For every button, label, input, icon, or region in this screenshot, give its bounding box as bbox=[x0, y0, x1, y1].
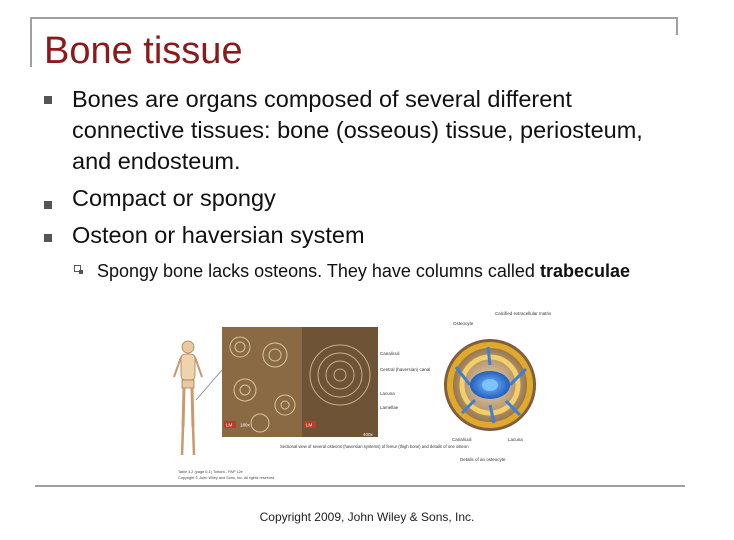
bone-tissue-figure bbox=[170, 305, 552, 485]
frame-left-line bbox=[30, 17, 32, 67]
lm-mag-right: 400x bbox=[363, 432, 373, 437]
lm-mag-left: 180x bbox=[240, 422, 250, 428]
figure-source-line-1: Table 4.2 (page 0-1) Tortora - PAP 12e bbox=[178, 470, 243, 474]
micrograph-left bbox=[222, 327, 302, 437]
osteocyte-diagram bbox=[444, 339, 536, 431]
calcified-matrix-label: Calcified extracellular matrix bbox=[495, 311, 552, 316]
bullet-marker-2 bbox=[44, 201, 52, 209]
bottom-rule bbox=[35, 485, 685, 487]
osteocyte-label: Osteocyte bbox=[453, 321, 474, 326]
bullet-text-1: Bones are organs composed of several different connective tissues: bone (osseous) tissue, periosteum, and endosteum. bbox=[72, 86, 643, 174]
sub-bullet-text bbox=[97, 258, 657, 285]
sub-bullet-prefix: Spongy bone lacks osteons. They have columns called bbox=[97, 261, 535, 281]
lm-label-right: LM bbox=[306, 422, 313, 428]
frame-top-line bbox=[30, 17, 678, 19]
micrograph-right bbox=[302, 327, 378, 437]
bullet-marker-1 bbox=[44, 96, 52, 104]
lamellae-label: Lamellae bbox=[380, 405, 399, 410]
sub-bullet-marker bbox=[74, 265, 81, 272]
canaliculi-label: Canaliculi bbox=[380, 351, 400, 356]
copyright-footer: Copyright 2009, John Wiley & Sons, Inc. bbox=[259, 510, 475, 524]
slide-title: Bone tissue bbox=[44, 30, 243, 72]
skeleton-illustration bbox=[174, 341, 222, 455]
sectional-caption: Sectional view of several osteons (haversian systems) of femur (thigh bone) and details of one osteon bbox=[280, 444, 469, 449]
lm-label-left: LM bbox=[226, 422, 233, 428]
lacuna-right-label: Lacuna bbox=[508, 437, 523, 442]
lacuna-label: Lacuna bbox=[380, 391, 395, 396]
osteocyte-caption: Details of an osteocyte bbox=[460, 457, 506, 462]
figure-source-line-2: Copyright © John Wiley and Sons, Inc. All rights reserved. bbox=[178, 476, 276, 480]
central-canal-label: Central (haversian) canal bbox=[380, 367, 431, 372]
bullet-text-2: Compact or spongy bbox=[72, 185, 276, 211]
bullet-marker-3 bbox=[44, 234, 52, 242]
frame-right-line bbox=[676, 17, 678, 35]
sub-bullet-term: trabeculae bbox=[539, 261, 630, 281]
canaliculi-right-label: Canaliculi bbox=[452, 437, 472, 442]
bullet-text-3: Osteon or haversian system bbox=[72, 222, 365, 248]
